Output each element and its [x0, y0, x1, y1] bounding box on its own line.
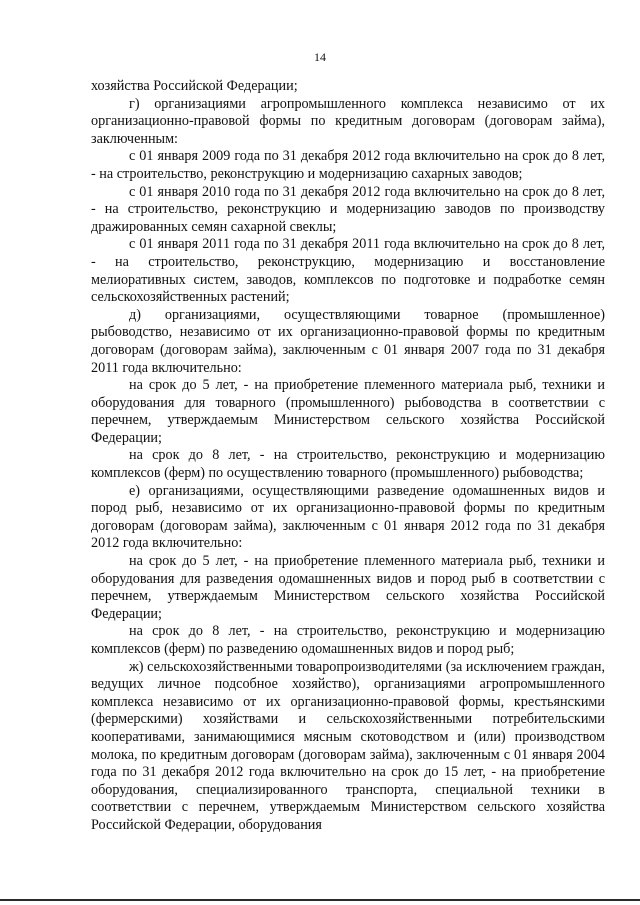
paragraph: на срок до 5 лет, - на приобретение племенного материала рыб, техники и оборудования для товарного (промышленного) рыбоводства в соответствии с перечнем, утверждаемым Министерством сельского хозяйства Российской Федерации;	[91, 377, 605, 446]
paragraph: д) организациями, осуществляющими товарное (промышленное) рыбоводство, независимо от их организационно-правовой формы по кредитным договорам (договорам займа), заключенным с 01 января 2007 года по 31 декабря 2011 года включительно:	[91, 306, 605, 376]
document-body	[91, 78, 605, 835]
scan-border-line	[0, 899, 640, 901]
paragraph: на срок до 8 лет, - на строительство, реконструкцию и модернизацию комплексов (ферм) по разведению одомашненных видов и пород рыб;	[91, 623, 605, 657]
paragraph: с 01 января 2011 года по 31 декабря 2011 года включительно на срок до 8 лет, - на строительство, реконструкцию, модернизацию и восстановление мелиоративных систем, заводов, комплексов по подготовке и подработке семян сельскохозяйственных растений;	[91, 236, 605, 306]
paragraph: на срок до 8 лет, - на строительство, реконструкцию и модернизацию комплексов (ферм) по осуществлению товарного (промышленного) рыбоводства;	[91, 447, 605, 482]
page-number: 14	[314, 50, 326, 64]
paragraph: ж) сельскохозяйственными товаропроизводителями (за исключением граждан, ведущих личное подсобное хозяйство), организациями агропромышленного комплекса независимо от их организационно-правовой формы, крестьянскими (фермерскими) хозяйствами и сельскохозяйственными потребительскими кооперативами, занимающимися мясным скотоводством и (или) производством молока, по кредитным договорам (договорам займа), заключенным с 01 января 2004 года по 31 декабря 2012 года включительно на срок до 15 лет, - на приобретение оборудования, специализированного транспорта, специальной техники в соответствии с перечнем, утверждаемым Министерством сельского хозяйства Российской Федерации, оборудования	[91, 658, 605, 833]
paragraph: е) организациями, осуществляющими разведение одомашненных видов и пород рыб, независимо от их организационно-правовой формы по кредитным договорам (договорам займа), заключенным с 01 января 2012 года по 31 декабря 2012 года включительно:	[91, 482, 605, 552]
paragraph: г) организациями агропромышленного комплекса независимо от их организационно-правовой формы по кредитным договорам (договорам займа), заключенным:	[91, 95, 605, 147]
paragraph: с 01 января 2010 года по 31 декабря 2012 года включительно на срок до 8 лет, - на строительство, реконструкцию и модернизацию заводов по производству дражированных семян сахарной свеклы;	[91, 183, 605, 235]
paragraph: хозяйства Российской Федерации;	[91, 78, 298, 94]
paragraph: с 01 января 2009 года по 31 декабря 2012 года включительно на срок до 8 лет, - на строительство, реконструкцию и модернизацию сахарных заводов;	[91, 148, 605, 182]
paragraph: на срок до 5 лет, - на приобретение племенного материала рыб, техники и оборудования для разведения одомашненных видов и пород рыб в соответствии с перечнем, утверждаемым Министерством сельского хозяйства Российской Федерации;	[91, 553, 605, 622]
